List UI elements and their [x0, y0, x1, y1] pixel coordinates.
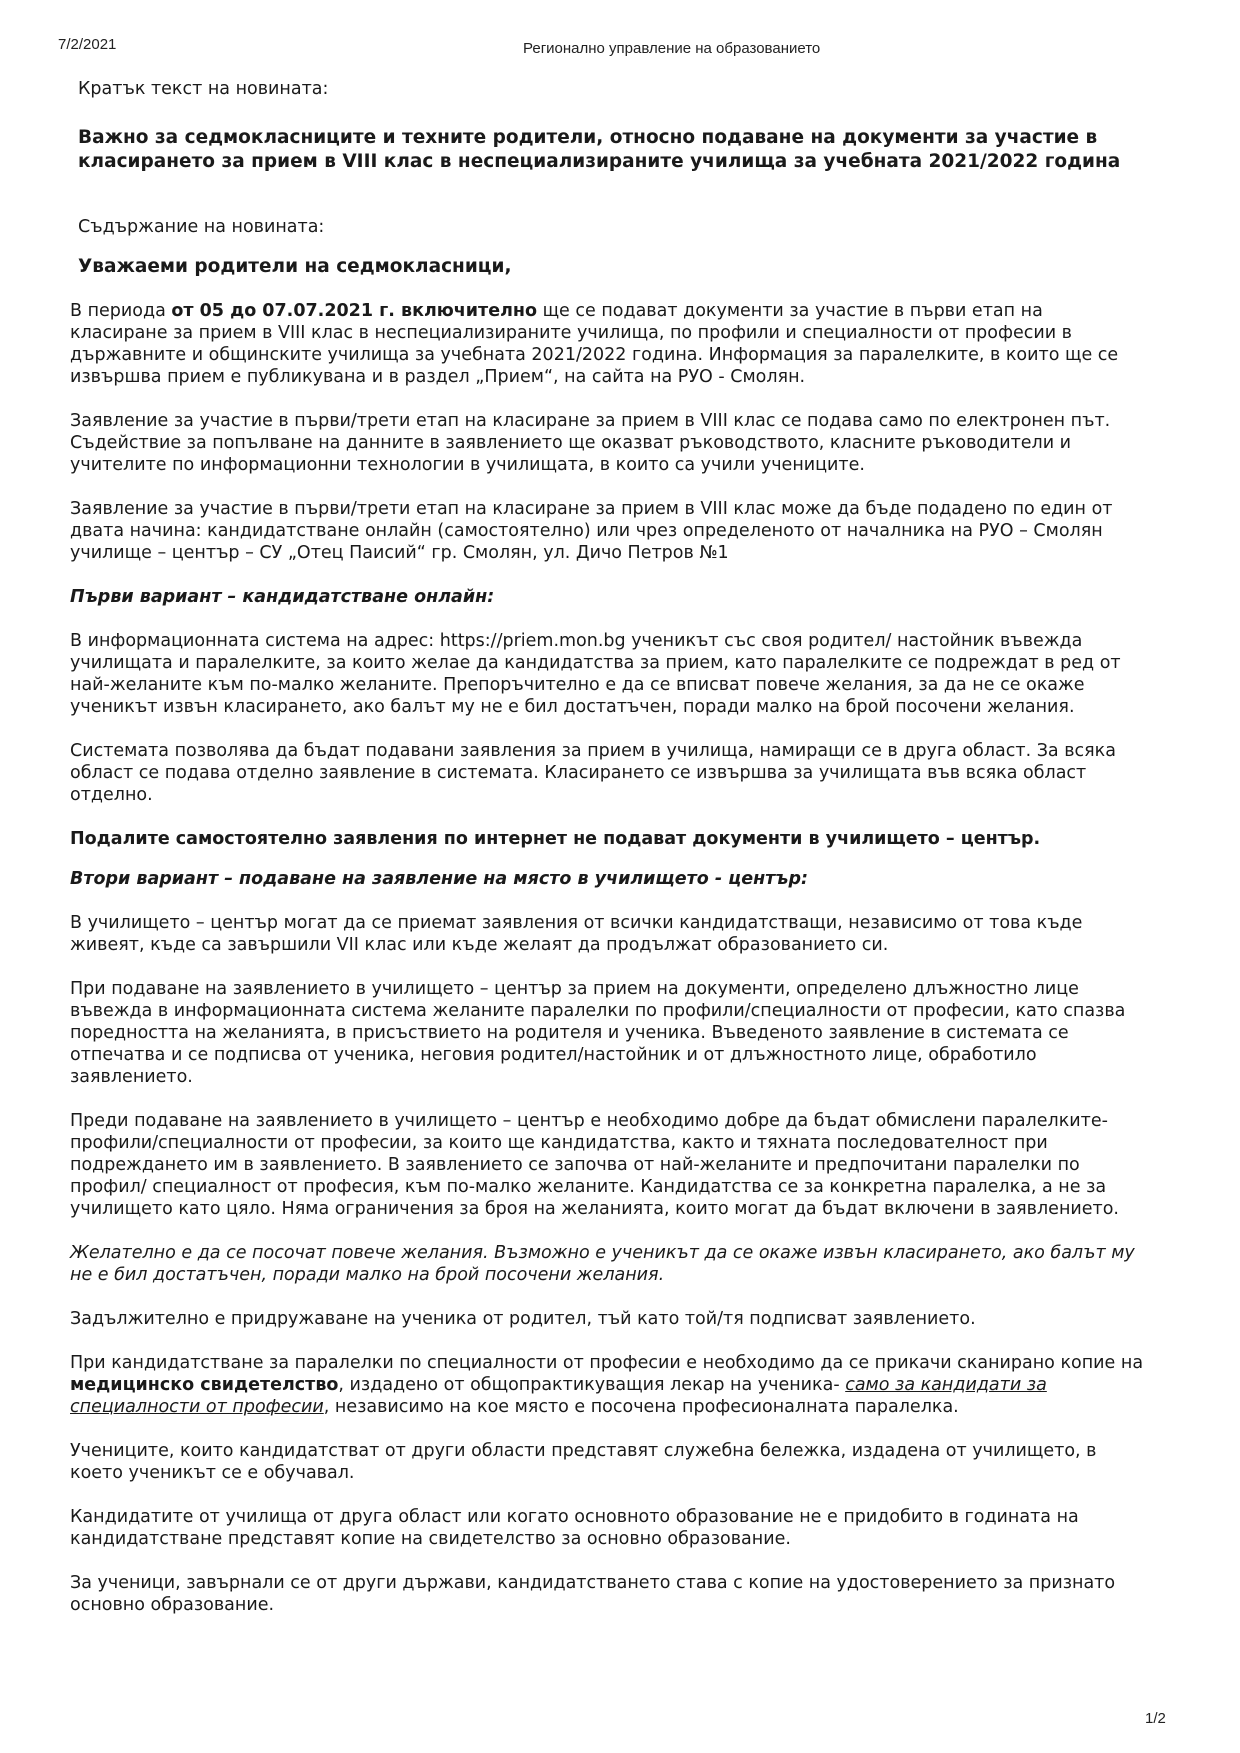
paragraph-other-regions-note: Учениците, които кандидатстват от други области представят служебна бележка, издадена от училището, в което ученикът се е обучавал. [70, 1441, 1097, 1483]
header-date: 7/2/2021 [58, 36, 117, 53]
paragraph-two-ways: Заявление за участие в първи/трети етап на класиране за прием в VIII клас може да бъде подадено по един от двата начина: кандидатстване онлайн (самостоятелно) или чрез определеното от началника на РУО – Смолян училище – център – СУ „Отец Паисий“ гр. Смолян, ул. Дичо Петров №1 [70, 499, 1113, 563]
medical-certificate-term: медицинско свидетелство [70, 1375, 339, 1395]
period-intro: В периода [70, 301, 172, 321]
paragraph-certificate-copy: Кандидатите от училища от друга област или когато основното образование не е придобито в годината на кандидатстване представят копие на свидетелство за основно образование. [70, 1507, 1079, 1549]
page-number: 1/2 [1145, 1710, 1166, 1727]
paragraph-medical-certificate [70, 1352, 1145, 1418]
medical-scope-note: само за кандидати за специалности от професии [70, 1375, 1047, 1417]
paragraph-parent-required: Задължително е придружаване на ученика от родител, тъй като той/тя подписват заявлението. [70, 1309, 976, 1329]
paragraph-before-submitting: Преди подаване на заявлението в училището – център е необходимо добре да бъдат обмислени паралелките-профили/специалности от професии, за които ще кандидатства, както и тяхната последователност при подреждането им в заявлението. В заявлението се започва от най-желаните и предпочитани паралелки по профил/ специалност от професия, към по-малко желаните. Кандидатства се за конкретна паралелка, а не за училището като цяло. Няма ограничения за броя на желанията, които могат да бъдат включени в заявлението. [70, 1111, 1119, 1219]
news-headline: Важно за седмокласниците и техните родители, относно подаване на документи за участие в класирането за прием в VIII клас в неспециализираните училища за учебната 2021/2022 година [78, 127, 1121, 172]
period-dates: от 05 до 07.07.2021 г. включително [171, 301, 537, 321]
heading-option-center: Втори вариант – подаване на заявление на място в училището - център: [70, 869, 808, 889]
header-title: Регионално управление на образованието [523, 40, 821, 57]
paragraph-other-region: Системата позволява да бъдат подавани заявления за прием в училища, намиращи се в друга област. За всяка област се подава отделно заявление в системата. Класирането се извършва за училищата във всяка област отделно. [70, 741, 1116, 805]
content-label: Съдържание на новината: [78, 217, 325, 237]
medical-rest: , независимо на кое място е посочена професионалната паралелка. [323, 1397, 959, 1417]
heading-option-online: Първи вариант – кандидатстване онлайн: [70, 587, 495, 607]
paragraph-period [70, 300, 1145, 388]
news-document [70, 78, 1145, 1616]
greeting: Уважаеми родители на седмокласници, [78, 256, 512, 277]
paragraph-electronic: Заявление за участие в първи/трети етап на класиране за прием в VIII клас се подава само по електронен път. Съдействие за попълване на данните в заявлението ще оказват ръководството, класните ръководители и учителите по информационни технологии в училищата, в които са учили учениците. [70, 411, 1111, 475]
paragraph-more-wishes: Желателно е да се посочат повече желания. Възможно е ученикът да се окаже извън класирането, ако балът му не е бил достатъчен, поради малко на брой посочени желания. [70, 1243, 1135, 1285]
short-text-label: Кратък текст на новината: [78, 79, 329, 99]
paragraph-center-procedure: При подаване на заявлението в училището – център за прием на документи, определено длъжностно лице въвежда в информационната система желаните паралелки по профили/специалности от професии, като спазва поредността на желанията, в присъствието на родителя и ученика. Въведеното заявление в системата се отпечатва и се подписва от ученика, неговия родител/настойник и от длъжностното лице, обработило заявлението. [70, 979, 1126, 1087]
period-rest: ще се подават документи за участие в първи етап на класиране за прием в VIII клас в неспециализираните училища, по профили и специалности от професии в държавните и общинските училища за учебната 2021/2022 година. Информация за паралелките, в които ще се извършва прием е публикувана и в раздел „Прием“, на сайта на РУО - Смолян. [70, 301, 1119, 387]
medical-issuer: , издадено от общопрактикуващия лекар на ученика- [338, 1375, 846, 1395]
paragraph-online-system: В информационната система на адрес: https://priem.mon.bg ученикът със своя родител/ настойник въвежда училищата и паралелките, за които желае да кандидатства за прием, като паралелките се подреждат в ред от най-желаните към по-малко желаните. Препоръчително е да се вписват повече желания, за да не се окаже ученикът извън класирането, ако балът му не е бил достатъчен, поради малко на брой посочени желания. [70, 631, 1121, 717]
paragraph-online-note: Подалите самостоятелно заявления по интернет не подават документи в училището – център. [70, 829, 1041, 849]
medical-intro: При кандидатстване за паралелки по специалности от професии е необходимо да се прикачи сканирано копие на [70, 1353, 1144, 1373]
paragraph-returned-students: За ученици, завърнали се от други държави, кандидатстването става с копие на удостоверението за признато основно образование. [70, 1573, 1116, 1615]
paragraph-center-accepts: В училището – център могат да се приемат заявления от всички кандидатстващи, независимо от това къде живеят, къде са завършили VII клас или къде желаят да продължат образованието си. [70, 913, 1083, 955]
